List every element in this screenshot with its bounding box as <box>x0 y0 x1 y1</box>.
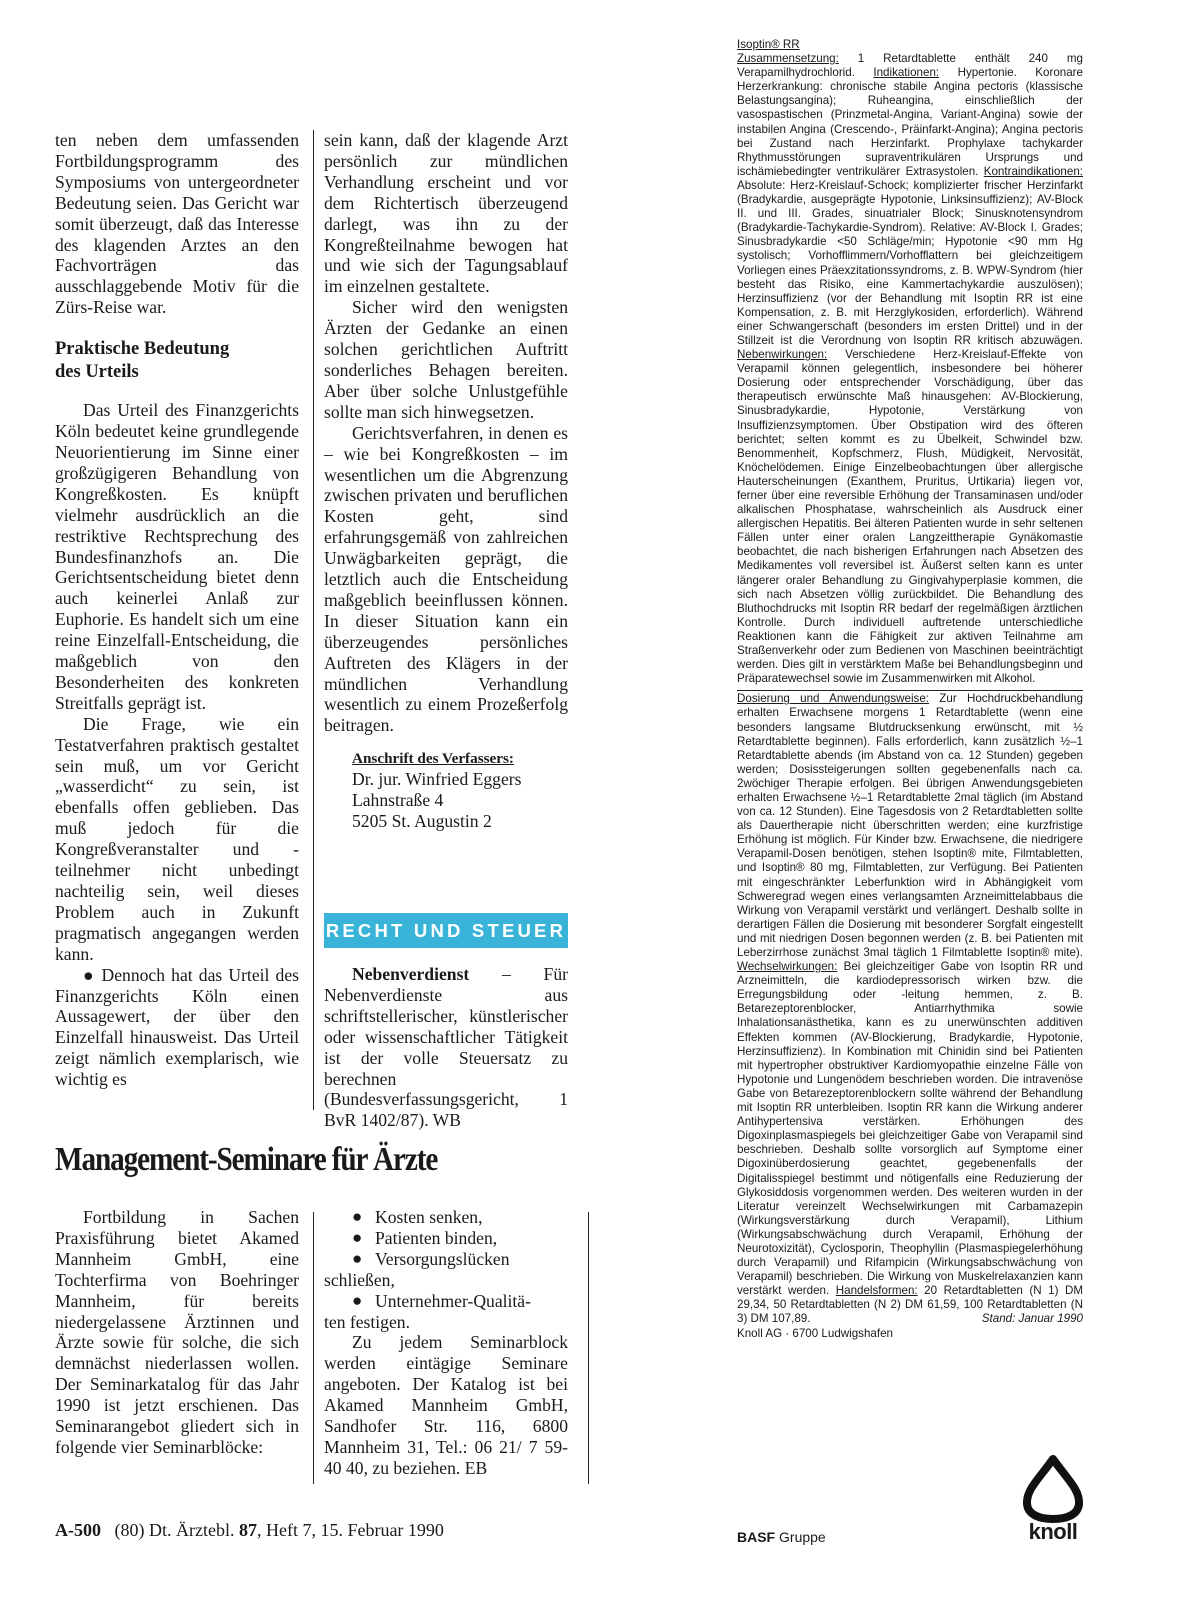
page-id: A-500 <box>55 1520 101 1540</box>
address-heading: Anschrift des Verfassers: <box>352 750 514 768</box>
volume: 87 <box>238 1520 257 1540</box>
issue: , Heft 7, 15. Februar 1990 <box>256 1520 444 1540</box>
ad-company: Knoll AG · 6700 Ludwigshafen <box>737 1326 893 1340</box>
ad-fine-print <box>737 38 1083 1341</box>
column-2-paragraph-2: Sicher wird den wenigsten Ärzten der Gedanke an einen solchen gerichtlichen Auftritt sonderliches Behagen bereiten. Aber über solche Unlustgefühle sollte man sich hinwegsetzen. <box>324 297 568 422</box>
column-1-paragraph-3: Die Frage, wie ein Testatverfahren praktisch gestaltet sein muß, um vor Gericht „wasserdicht“ zu sein, ist ebenfalls offen geblieben. Das muß jedoch für die Kongreßveranstalter und -teilnehmer nicht unbedingt nachteilig sein, weil dieses Problem auch in Zukunft pragmatisch angegangen werden kann. <box>55 713 299 964</box>
seminar-right-text: Zu jedem Seminarblock werden eintägige Seminare angeboten. Der Katalog ist bei Akamed Mannheim GmbH, Sandhofer Str. 116, 6800 Mannheim 31, Tel.: 06 21/ 7 59-40 40, zu beziehen. EB <box>324 1332 568 1478</box>
column-1-paragraph-2: Das Urteil des Finanzgerichts Köln bedeutet keine grundlegende Neuorientierung im Sinne einer großzügigeren Behandlung von Kongreßkosten. Es knüpft vielmehr ausdrücklich an die restriktive Rechtsprechung des Bundesfinanzhofs an. Die Gerichtsentscheidung bietet denn auch keinerlei Anlaß zur Euphorie. Es handelt sich um eine reine Einzelfall-Entscheidung, die maßgeblich von den Besonderheiten des konkreten Streitfalls geprägt ist. <box>55 400 299 713</box>
bullet-icon: ● <box>352 1207 363 1226</box>
seminar-bullet-3-continued: schließen, <box>324 1269 395 1290</box>
bullet-icon: ● <box>83 964 96 985</box>
knoll-logo-icon <box>1018 1452 1088 1524</box>
basf-gruppe: BASF Gruppe <box>737 1529 826 1545</box>
section-heading-line-1: Praktische Bedeutung <box>55 339 230 360</box>
seminar-bullet-4: ● Unternehmer-Qualitä- <box>352 1290 531 1311</box>
seminar-left-text: Fortbildung in Sachen Praxisführung bietet Akamed Mannheim GmbH, eine Tochterfirma von Boehringer Mannheim, für bereits niedergelassene Ärztinnen und Ärzte sowie für solche, die sich demnächst niederlassen wollen. Der Seminarkatalog für das Jahr 1990 ist jetzt erschienen. Das Seminarangebot gliedert sich in folgende vier Seminarblöcke: <box>55 1207 299 1457</box>
address-line-3: 5205 St. Augustin 2 <box>352 811 492 832</box>
note-lead: Nebenverdienst <box>352 964 470 984</box>
seminar-bullet-3: ● Versorgungslücken <box>352 1248 510 1269</box>
ad-stand: Stand: Januar 1990 <box>981 1312 1083 1326</box>
bullet-icon: ● <box>352 1290 363 1310</box>
column-1-paragraph-4 <box>55 965 299 1090</box>
article-column-1 <box>55 130 299 1090</box>
ad-block-2: Dosierung und Anwendungsweise: Zur Hochdruckbehandlung erhalten Erwachsene morgens 1 Retardtablette (wenn eine besonders langsame Blutdrucksenkung erwünscht, mit ½ Retardtablette beginnen). Falls erforderlich, kann zusätzlich ½–1 Retardtablette abends (im Abstand von ca. 12 Stunden) gegeben werden; Dosissteigerungen sollten gegebenenfalls nach ca. 2wöchiger Therapie erfolgen. Bei übrigen Anwendungsgebieten erhalten Erwachsene ½–1 Retardtablette 2mal täglich (im Abstand von ca. 12 Stunden). Eine Tagesdosis von 2 Retardtabletten sollte als Dauertherapie nicht überschritten werden; eine kurzfristige Erhöhung ist möglich. Für Kinder bzw. Erwachsene, die niedrigere Verapamil-Dosen benötigen, stehen Isoptin® mite, Filmtabletten, und Isoptin® 80 mg, Filmtabletten, zur Verfügung. Bei Patienten mit eingeschränkter Leberfunktion wird in Abhängigkeit vom Schweregrad wegen eines verlangsamten Arzneimittelabbaus die Wirkung von Verapamil verstärkt und verlängert. Deshalb sollte in derartigen Fällen die Dosierung mit besonderer Sorgfalt eingestellt und mit niedrigen Dosen begonnen werden (z. B. bei Patienten mit Leberzirrhose zunächst 3mal täglich 1 Filmtablette Isoptin® mite). Wechselwirkungen: Bei gleichzeitiger Gabe von Isoptin RR und Arzneimitteln, die kardiodepressorisch wirken bzw. die Erregungsbildung oder -leitung hemmen, z. B. Betarezeptorenblocker, Antiarrhythmika sowie Inhalationsanästhetika, kann es zu unerwünschten additiven Effekten kommen (AV-Blockierung, Bradykardie, Hypotonie, Herzinsuffizienz). In Kombination mit Chinidin sind bei Patienten mit hypertropher obstruktiver Kardiomyopathie einzelne Fälle von Hypotonie und Lungenödem beschrieben worden. Die intravenöse Gabe von Betarezeptorenblockern sollte während der Behandlung mit Isoptin RR unterbleiben. Isoptin RR kann die Wirkung anderer Antihypertensiva verstärken. Erhöhungen des Digoxinplasmaspiegels bei gleichzeitiger Gabe von Verapamil sind beschrieben. Deshalb sollte vorsorglich auf Symptome einer Digoxinüberdosierung geachtet, gegebenenfalls der Digitalisspiegel bestimmt und nötigenfalls eine Reduzierung der Glykosiddosis vorgenommen werden. Des weiteren wurden in der Literatur vereinzelt Wechselwirkungen mit Carbamazepin (Wirkungsverstärkung durch Verapamil), Lithium (Wirkungsabschwächung durch Verapamil, Erhöhung der Neurotoxizität), Cyclosporin, Theophyllin (Plasmaspiegelerhöhung durch Verapamil) und Rifampicin (Wirkungsabschwächung von Verapamil) beschrieben. Die Wirkung von Muskelrelaxanzien kann verstärkt werden. Handelsformen: 20 Retardtabletten (N 1) DM 29,34, 50 Retardtabletten (N 2) DM 61,59, 100 Retardtabletten (N 3) DM 107,89. Stand: Januar 1990 <box>737 692 1084 1326</box>
seminar-bullet-1: ● Kosten senken, <box>352 1207 483 1227</box>
column-2-paragraph-3: Gerichtsverfahren, in denen es – wie bei Kongreßkosten – im wesentlichen um die Abgrenzung zwischen privaten und beruflichen Kosten geht, sind erfahrungsgemäß von zahlreichen Unwägbarkeiten geprägt, die letztlich auch die Entscheidung maßgeblich beeinflussen können. In dieser Situation kann ein überzeugendes persönliches Auftreten des Klägers in der mündlichen Verhandlung wesentlich zu einem Prozeßerfolg beitragen. <box>324 422 568 736</box>
column-divider-1 <box>313 130 314 1110</box>
citation: (80) Dt. Ärztebl. <box>114 1520 239 1540</box>
address-line-2: Lahnstraße 4 <box>352 790 444 811</box>
article-column-2 <box>324 130 568 832</box>
knoll-logo <box>1018 1452 1088 1547</box>
recht-und-steuer-banner: RECHT UND STEUER <box>324 913 568 948</box>
seminar-right-column <box>324 1207 568 1479</box>
ad-block-1: Zusammensetzung: 1 Retardtablette enthält 240 mg Verapamilhydrochlorid. Indikationen: Hypertonie. Koronare Herzerkrankung: chronische stabile Angina pectoris (klassische Belastungsangina); Ruheangina, einschließlich der vasospastischen (Prinzmetal-Angina, Variant-Angina) sowie der instabilen Angina (Crescendo-, Präinfarkt-Angina); Angina pectoris bei Zustand nach Herzinfarkt. Prophylaxe tachykarder Rhythmusstörungen supraventrikulären Ursprungs und ischämiebedingter ventrikulärer Extrasystolen. Kontraindikationen: Absolute: Herz-Kreislauf-Schock; komplizierter frischer Herzinfarkt (Bradykardie, ausgeprägte Hypotonie, Linksinsuffizienz); AV-Block II. und III. Grades, sinuatrialer Block; Sinusknotensyndrom (Bradykardie-Tachykardie-Syndrom). Relative: AV-Block I. Grades; Sinusbradykardie <50 Schläge/min; Hypotonie <90 mm Hg systolisch; Vorhofflimmern/Vorhofflattern bei gleichzeitigem Vorliegen eines Präexzitationssyndroms, z. B. WPW-Syndrom (hier besteht das Risiko, eine Kammertachykardie auszulösen); Herzinsuffizienz (vor der Behandlung mit Isoptin RR ist eine Kompensation, z. B. mit Herzglykosiden, erforderlich). Während einer Schwangerschaft (besonders im ersten Drittel) und in der Stillzeit ist die Verordnung von Isoptin RR kritisch abzuwägen. Nebenwirkungen: Verschiedene Herz-Kreislauf-Effekte von Verapamil können gelegentlich, insbesondere bei höherer Dosierung oder entsprechender Vorschädigung, über das therapeutisch erwünschte Maß hinausgehen: AV-Blockierung, Sinusbradykardie, Hypotonie, Verstärkung von Insuffizienzsymptomen. Über Obstipation wird des öfteren berichtet; selten kommt es zu Übelkeit, Schwindel bzw. Benommenheit, Kopfschmerz, Flush, Müdigkeit, Nervosität, Knöchelödemen. Einige Einzelbeobachtungen über allergische Hauterscheinungen (Exanthem, Pruritus, Urtikaria) liegen vor, ferner über eine reversible Erhöhung der Transaminasen und/oder alkalischen Phosphatase, wahrscheinlich als Ausdruck einer allergischen Hepatitis. Bei älteren Patienten wurde in sehr seltenen Fällen unter einer oralen Langzeittherapie Gynäkomastie beobachtet, die nach bisherigen Erfahrungen nach Absetzen des Medikamentes voll reversibel ist. Äußerst selten kann es unter längerer oraler Behandlung zu Gingivahyperplasie kommen, die sich nach Absetzen völlig zurückbildet. Die Behandlung des Bluthochdrucks mit Isoptin RR bedarf der regelmäßigen ärztlichen Kontrolle. Durch individuell auftretende unterschiedliche Reaktionen kann die Fähigkeit zur aktiven Teilnahme am Straßenverkehr oder zum Bedienen von Maschinen beeinträchtigt werden. Dies gilt in verstärktem Maße bei Behandlungsbeginn und Präparatewechsel sowie im Zusammenwirken mit Alkohol. <box>737 52 1083 686</box>
seminar-bullet-4-continued: ten festigen. <box>324 1311 410 1332</box>
bullet-icon: ● <box>352 1227 363 1247</box>
section-heading-line-2: des Urteils <box>55 362 139 383</box>
page-footer <box>55 1518 444 1542</box>
ad-product: Isoptin® RR <box>737 38 800 51</box>
recht-und-steuer-note <box>324 964 568 1131</box>
column-1-paragraph-4-text: Dennoch hat das Urteil des Finanzgerichts Köln einen Aussagewert, der über den Einzelfall hinausweist. Das Urteil zeigt nämlich exemplarisch, wie wichtig es <box>55 964 299 1090</box>
bullet-icon: ● <box>352 1248 363 1268</box>
seminar-bullet-2: ● Patienten binden, <box>352 1227 498 1248</box>
address-line-1: Dr. jur. Winfried Eggers <box>352 769 522 790</box>
seminar-left-column <box>55 1207 299 1458</box>
column-divider-2 <box>313 1212 314 1484</box>
knoll-logo-text: knoll <box>1028 1519 1078 1544</box>
column-2-paragraph-1: sein kann, daß der klagende Arzt persönlich zur mündlichen Verhandlung erscheint und vor dem Richtertisch überzeugend darlegt, was ihn zu der Kongreßteilnahme bewogen hat und wie sich der Tagungsablauf im einzelnen gestaltete. <box>324 130 568 297</box>
basf-brand: BASF <box>737 1529 776 1545</box>
column-1-intro: ten neben dem umfassenden Fortbildungsprogramm des Symposiums von untergeordneter Bedeutung seien. Das Gericht war somit überzeugt, daß das Interesse des klagenden Arztes an den Fachvorträgen das ausschlaggebende Motiv für die Zürs-Reise war. <box>55 130 299 318</box>
ad-divider <box>737 690 1083 691</box>
column-divider-3 <box>588 1212 589 1484</box>
seminar-title: Management-Seminare für Ärzte <box>55 1141 438 1178</box>
note-text: – Für Nebenverdienste aus schriftstellerischer, künstlerischer oder wissenschaftlicher Tätigkeit ist der volle Steuersatz zu berechnen (Bundesverfassungsgericht, 1 BvR 1402/87). WB <box>324 964 568 1131</box>
author-address <box>324 748 568 832</box>
